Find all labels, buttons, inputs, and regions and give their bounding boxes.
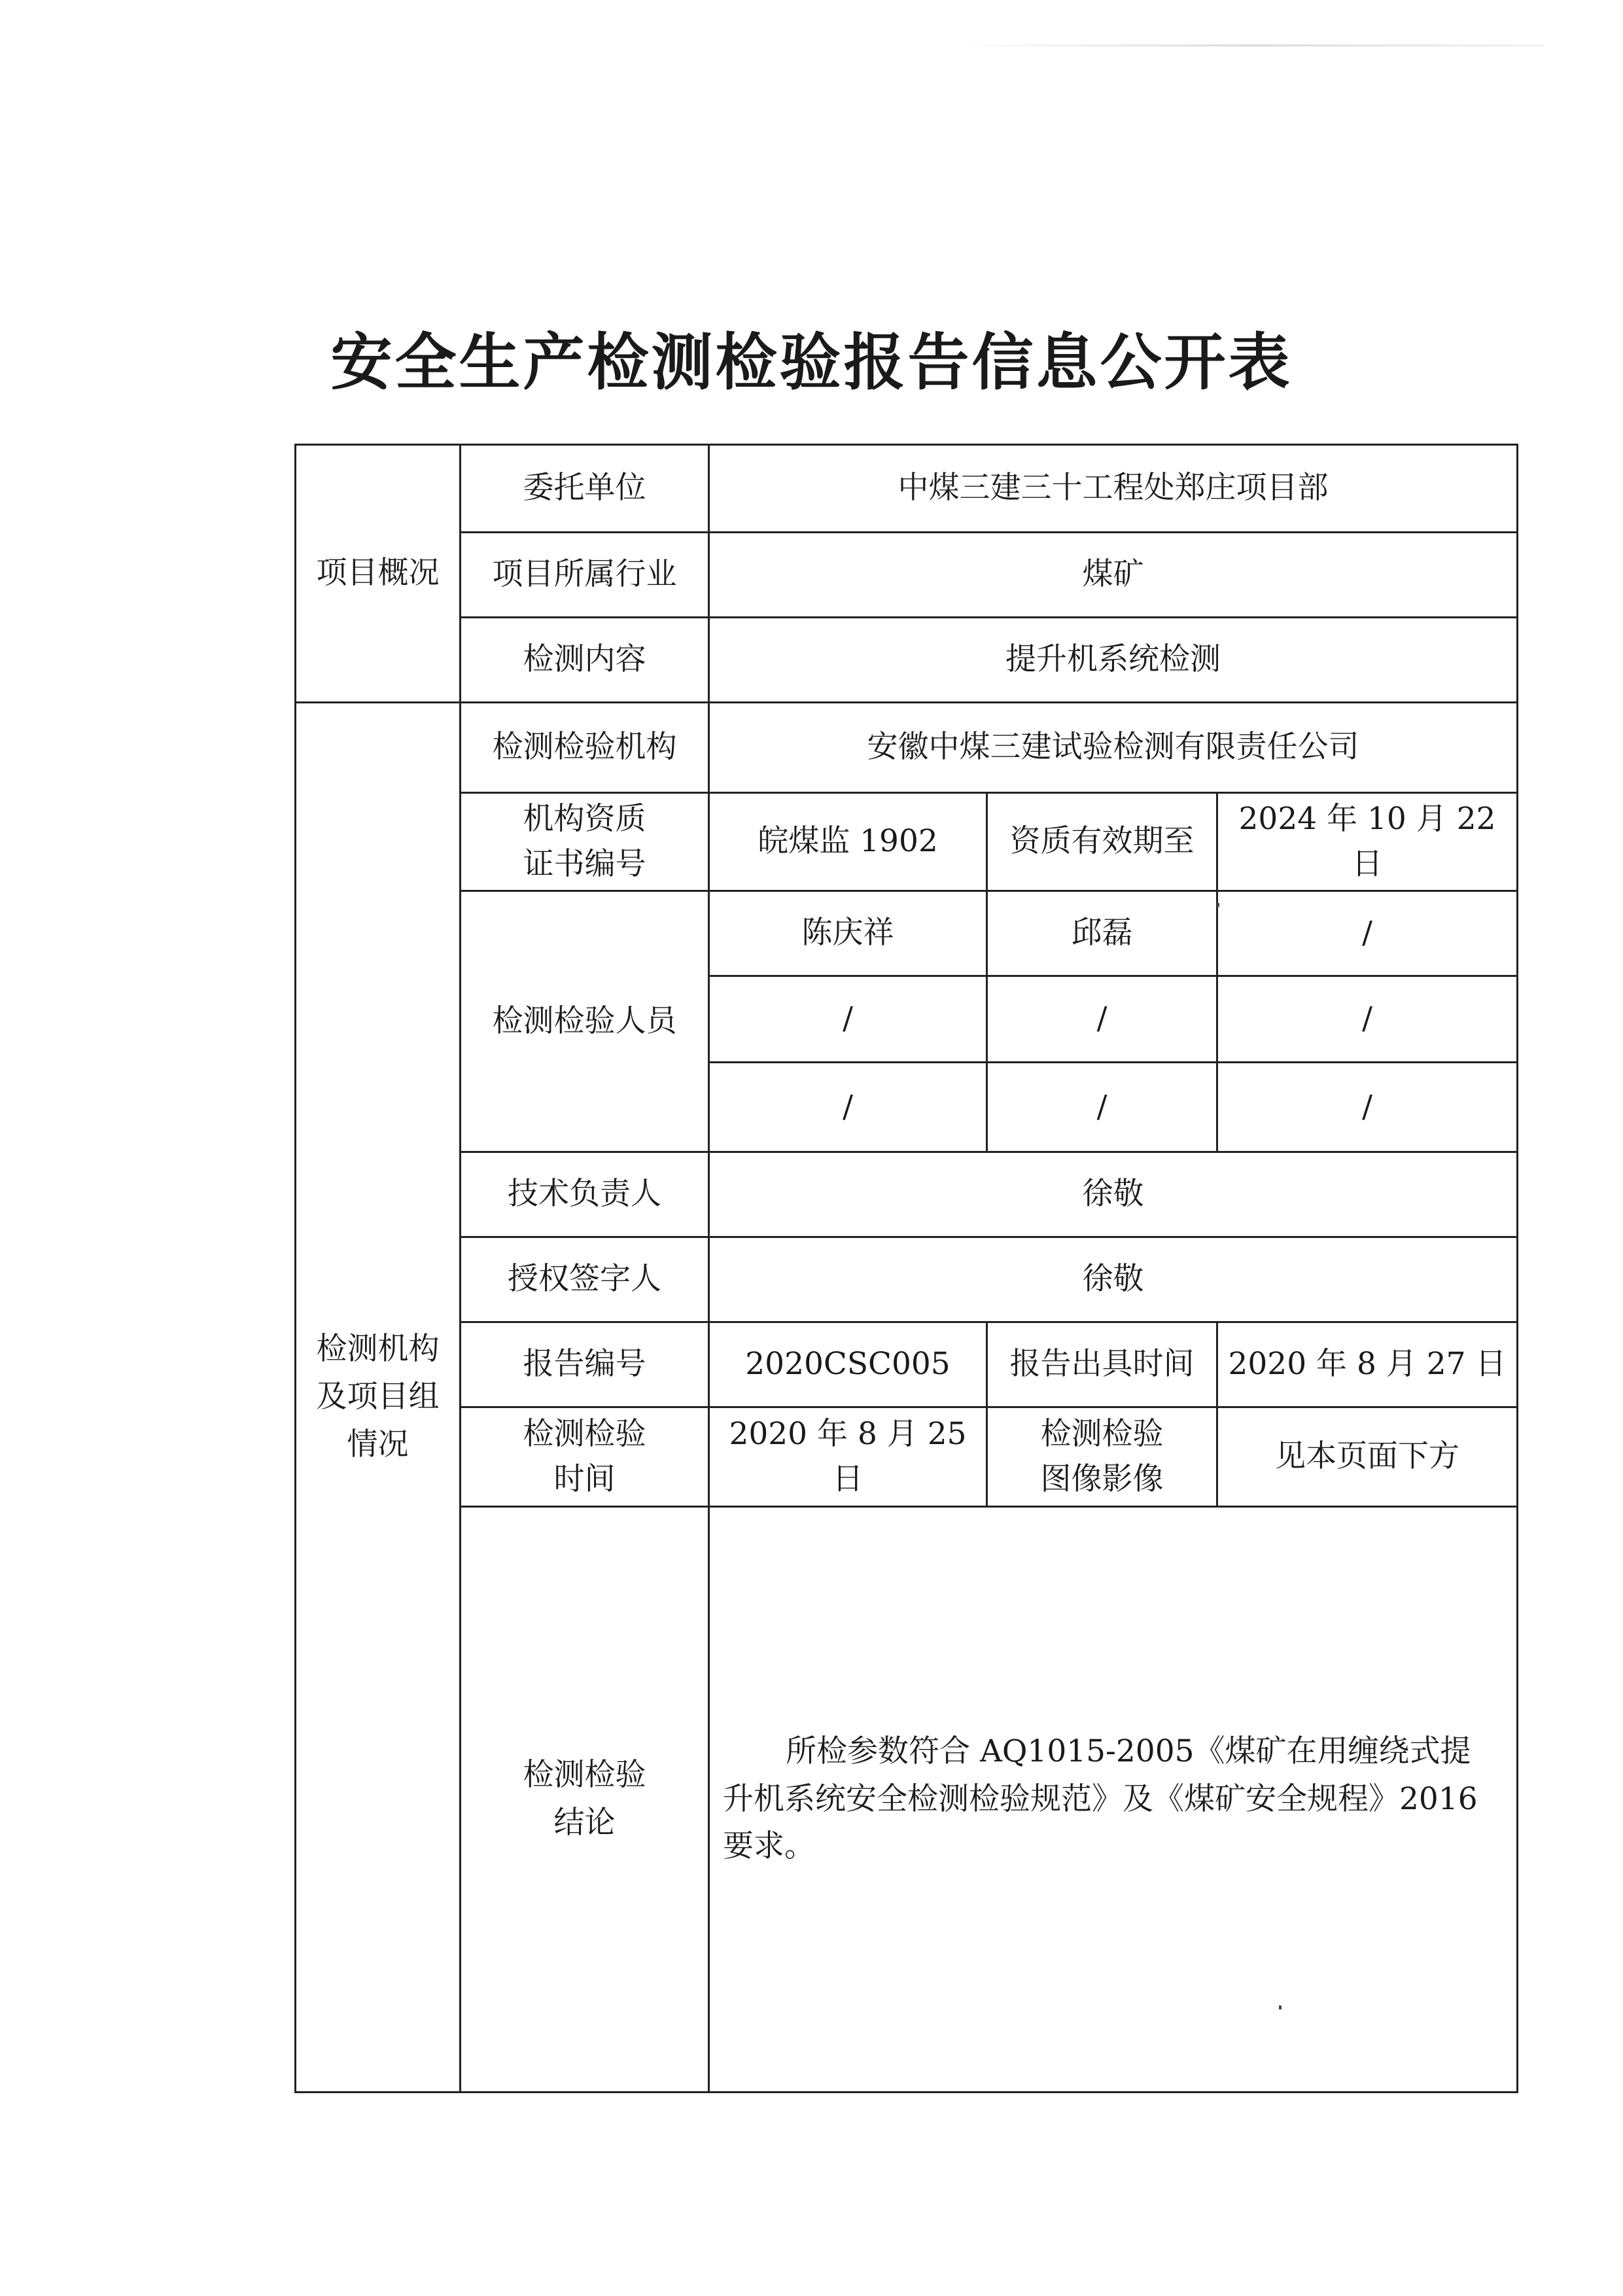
scan-speck (1217, 903, 1219, 907)
personnel-cell: / (987, 1063, 1217, 1152)
value-tech-lead: 徐敬 (709, 1152, 1518, 1237)
row-industry (296, 533, 1518, 618)
value-industry: 煤矿 (709, 533, 1518, 618)
personnel-cell: / (709, 976, 987, 1063)
value-content: 提升机系统检测 (709, 618, 1518, 703)
personnel-cell: / (1217, 891, 1518, 976)
row-tech-lead (296, 1152, 1518, 1237)
value-images: 见本页面下方 (1217, 1407, 1518, 1507)
label-industry: 项目所属行业 (461, 533, 709, 618)
personnel-cell: / (987, 976, 1217, 1063)
value-cert-no: 皖煤监 1902 (709, 793, 987, 891)
value-report-no: 2020CSC005 (709, 1322, 987, 1407)
value-test-time: 2020 年 8 月 25 日 (709, 1407, 987, 1507)
section-agency-label: 检测机构 及项目组 情况 (296, 703, 461, 2093)
personnel-cell: 邱磊 (987, 891, 1217, 976)
page-title: 安全生产检测检验报告信息公开表 (330, 327, 1293, 398)
label-test-time: 检测检验 时间 (461, 1407, 709, 1507)
label-images: 检测检验 图像影像 (987, 1407, 1217, 1507)
conclusion-text: 所检参数符合 AQ1015-2005《煤矿在用缠绕式提升机系统安全检测检验规范》及《煤矿安全规程》2016 要求。 (723, 1733, 1478, 1865)
section-overview-label: 项目概况 (296, 445, 461, 703)
value-agency: 安徽中煤三建试验检测有限责任公司 (709, 703, 1518, 793)
label-content: 检测内容 (461, 618, 709, 703)
personnel-cell: / (1217, 976, 1518, 1063)
personnel-cell: / (709, 1063, 987, 1152)
value-valid-until: 2024 年 10 月 22 日 (1217, 793, 1518, 891)
personnel-cell: / (1217, 1063, 1518, 1152)
label-tech-lead: 技术负责人 (461, 1152, 709, 1237)
label-report-no: 报告编号 (461, 1322, 709, 1407)
row-content (296, 618, 1518, 703)
row-conclusion (296, 1507, 1518, 2093)
label-agency: 检测检验机构 (461, 703, 709, 793)
scan-speck (1279, 2005, 1282, 2009)
conclusion-cell (709, 1507, 1518, 2093)
scan-artifact (955, 44, 1544, 46)
label-valid-until: 资质有效期至 (987, 793, 1217, 891)
row-report-no (296, 1322, 1518, 1407)
value-issue-time: 2020 年 8 月 27 日 (1217, 1322, 1518, 1407)
value-client: 中煤三建三十工程处郑庄项目部 (709, 445, 1518, 533)
personnel-row (296, 891, 1518, 976)
label-personnel: 检测检验人员 (461, 891, 709, 1152)
row-agency (296, 703, 1518, 793)
row-cert (296, 793, 1518, 891)
report-table (294, 444, 1518, 2093)
personnel-cell: 陈庆祥 (709, 891, 987, 976)
label-cert-no: 机构资质 证书编号 (461, 793, 709, 891)
row-test-time (296, 1407, 1518, 1507)
label-client: 委托单位 (461, 445, 709, 533)
row-signer (296, 1237, 1518, 1322)
row-client (296, 445, 1518, 533)
section-conclusion-label: 检测检验 结论 (461, 1507, 709, 2093)
label-signer: 授权签字人 (461, 1237, 709, 1322)
label-issue-time: 报告出具时间 (987, 1322, 1217, 1407)
value-signer: 徐敬 (709, 1237, 1518, 1322)
